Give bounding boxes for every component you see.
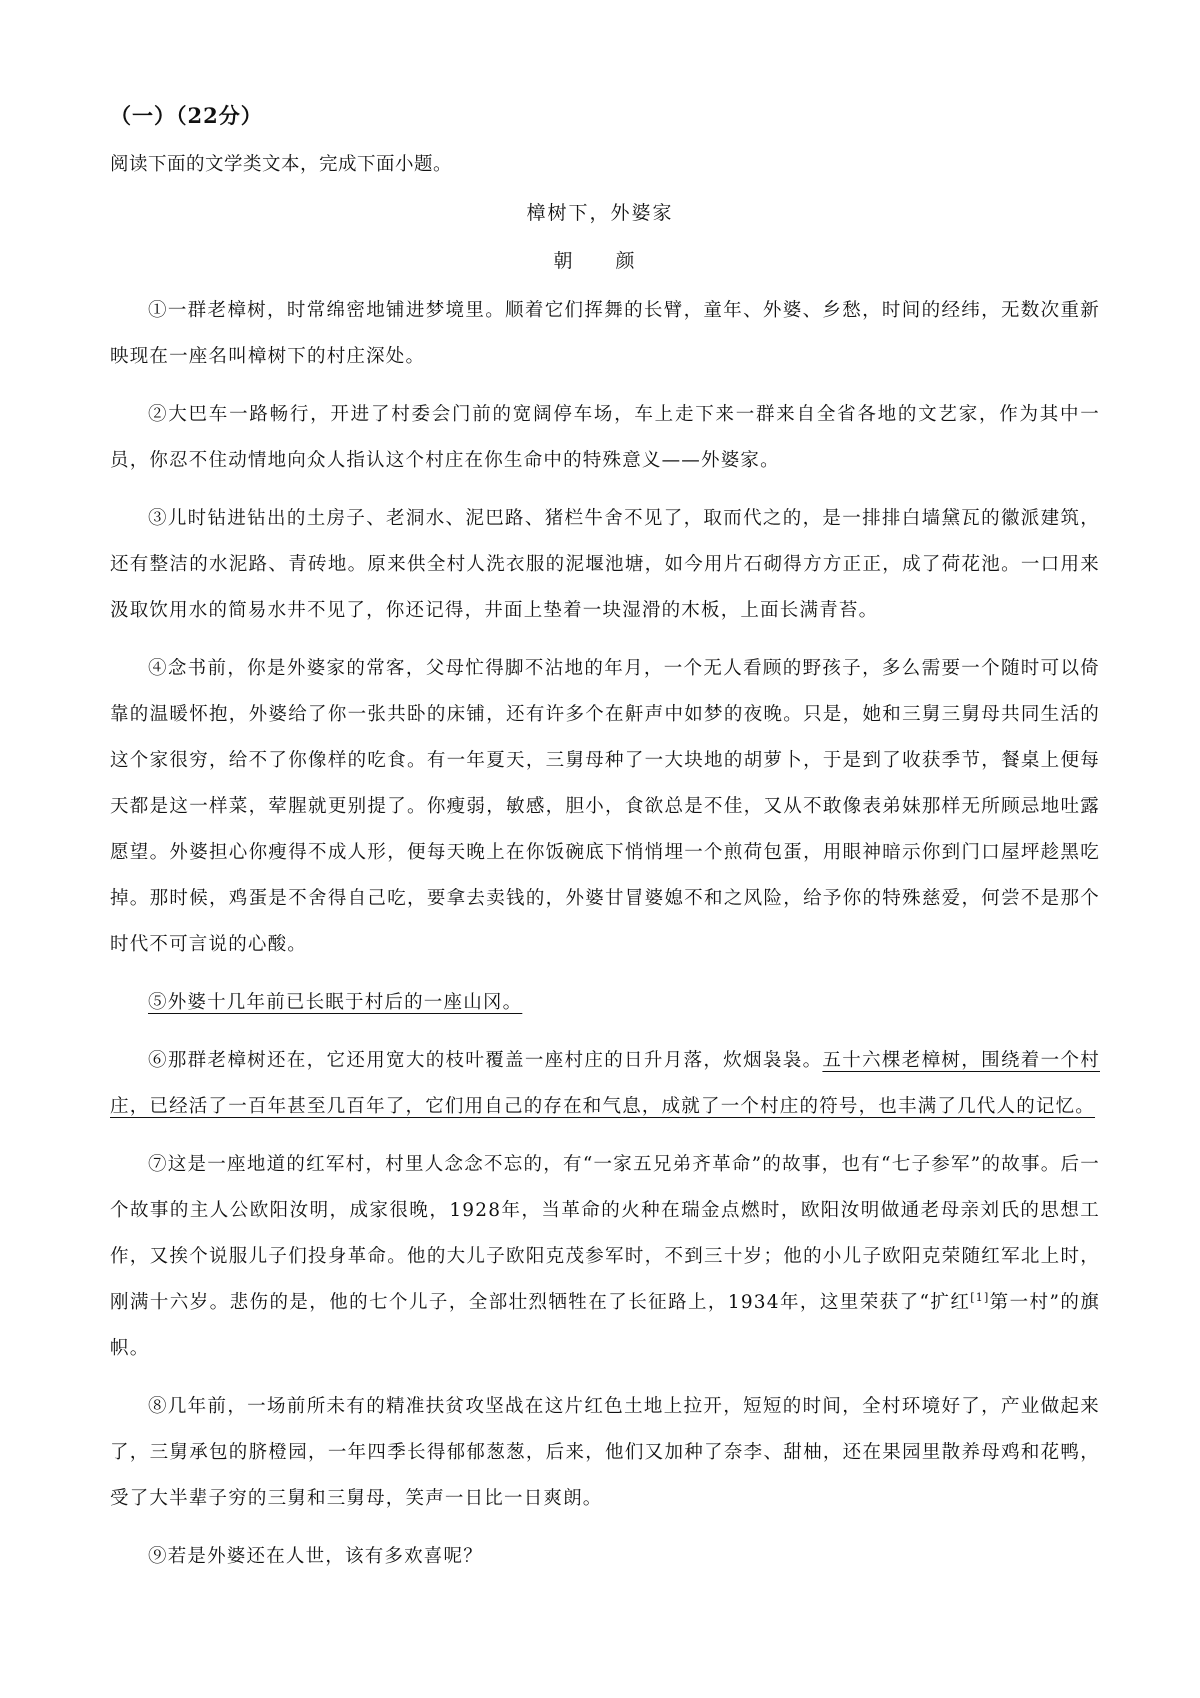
paragraph-6 <box>110 1038 1100 1130</box>
paragraph-4: ④念书前，你是外婆家的常客，父母忙得脚不沾地的年月，一个无人看顾的野孩子，多么需要一个随时可以倚靠的温暖怀抱，外婆给了你一张共卧的床铺，还有许多个在鼾声中如梦的夜晚。只是，她和三舅三舅母共同生活的这个家很穷，给不了你像样的吃食。有一年夏天，三舅母种了一大块地的胡萝卜，于是到了收获季节，餐桌上便每天都是这一样菜，荤腥就更别提了。你瘦弱，敏感，胆小，食欲总是不佳，又从不敢像表弟妹那样无所顾忌地吐露愿望。外婆担心你瘦得不成人形，便每天晚上在你饭碗底下悄悄埋一个煎荷包蛋，用眼神暗示你到门口屋坪趁黑吃掉。那时候，鸡蛋是不舍得自己吃，要拿去卖钱的，外婆甘冒婆媳不和之风险，给予你的特殊慈爱，何尝不是那个时代不可言说的心酸。 <box>110 658 1100 955</box>
footnote-marker: [1] <box>970 1290 990 1304</box>
paragraph-7-text-a: ⑦这是一座地道的红军村，村里人念念不忘的，有“一家五兄弟齐革命”的故事，也有“七子参军”的故事。后一个故事的主人公欧阳汝明，成家很晚，1928年，当革命的火种在瑞金点燃时，欧阳汝明做通老母亲刘氏的思想工作，又挨个说服儿子们投身革命。他的大儿子欧阳克茂参军时，不到三十岁；他的小儿子欧阳克荣随红军北上时，刚满十六岁。悲伤的是，他的七个儿子，全部壮烈牺牲在了长征路上，1934年，这里荣获了“扩红 <box>110 1154 1100 1313</box>
paragraph-6-underlined-text: 五十六棵老樟树，围绕着一个村庄，已经活了一百年甚至几百年了，它们用自己的存在和气息，成就了一个村庄的符号，也丰满了几代人的记忆。 <box>110 1050 1100 1117</box>
paragraph-5 <box>110 980 1100 1026</box>
paragraph-6-lead-text: ⑥那群老樟树还在，它还用宽大的枝叶覆盖一座村庄的日升月落，炊烟袅袅。 <box>148 1050 823 1071</box>
paragraph-7-text-b: 第一村”的旗帜。 <box>110 1292 1100 1359</box>
reading-instruction: 阅读下面的文学类文本，完成下面小题。 <box>110 154 453 175</box>
paragraph-3: ③儿时钻进钻出的土房子、老洞水、泥巴路、猪栏牛舍不见了，取而代之的，是一排排白墙黛瓦的徽派建筑，还有整洁的水泥路、青砖地。原来供全村人洗衣服的泥堰池塘，如今用片石砌得方方正正，成了荷花池。一口用来汲取饮用水的简易水井不见了，你还记得，井面上垫着一块湿滑的木板，上面长满青苔。 <box>110 508 1100 621</box>
paragraph-8: ⑧几年前，一场前所未有的精准扶贫攻坚战在这片红色土地上拉开，短短的时间，全村环境好了，产业做起来了，三舅承包的脐橙园，一年四季长得郁郁葱葱，后来，他们又加种了奈李、甜柚，还在果园里散养母鸡和花鸭，受了大半辈子穷的三舅和三舅母，笑声一日比一日爽朗。 <box>110 1396 1100 1509</box>
paragraph-7 <box>110 1142 1100 1372</box>
article-title: 樟树下，外婆家 <box>526 202 674 224</box>
paragraph-9: ⑨若是外婆还在人世，该有多欢喜呢？ <box>148 1546 483 1567</box>
article-author: 朝 颜 <box>553 250 647 272</box>
paragraph-5-underlined-text: ⑤外婆十几年前已长眠于村后的一座山冈。 <box>148 992 523 1013</box>
paragraph-1: ①一群老樟树，时常绵密地铺进梦境里。顺着它们挥舞的长臂，童年、外婆、乡愁，时间的经纬，无数次重新映现在一座名叫樟树下的村庄深处。 <box>110 300 1100 367</box>
section-heading: （一）（22分） <box>110 103 263 128</box>
paragraph-2: ②大巴车一路畅行，开进了村委会门前的宽阔停车场，车上走下来一群来自全省各地的文艺家，作为其中一员，你忍不住动情地向众人指认这个村庄在你生命中的特殊意义——外婆家。 <box>110 404 1100 471</box>
article-body <box>110 288 1100 1592</box>
